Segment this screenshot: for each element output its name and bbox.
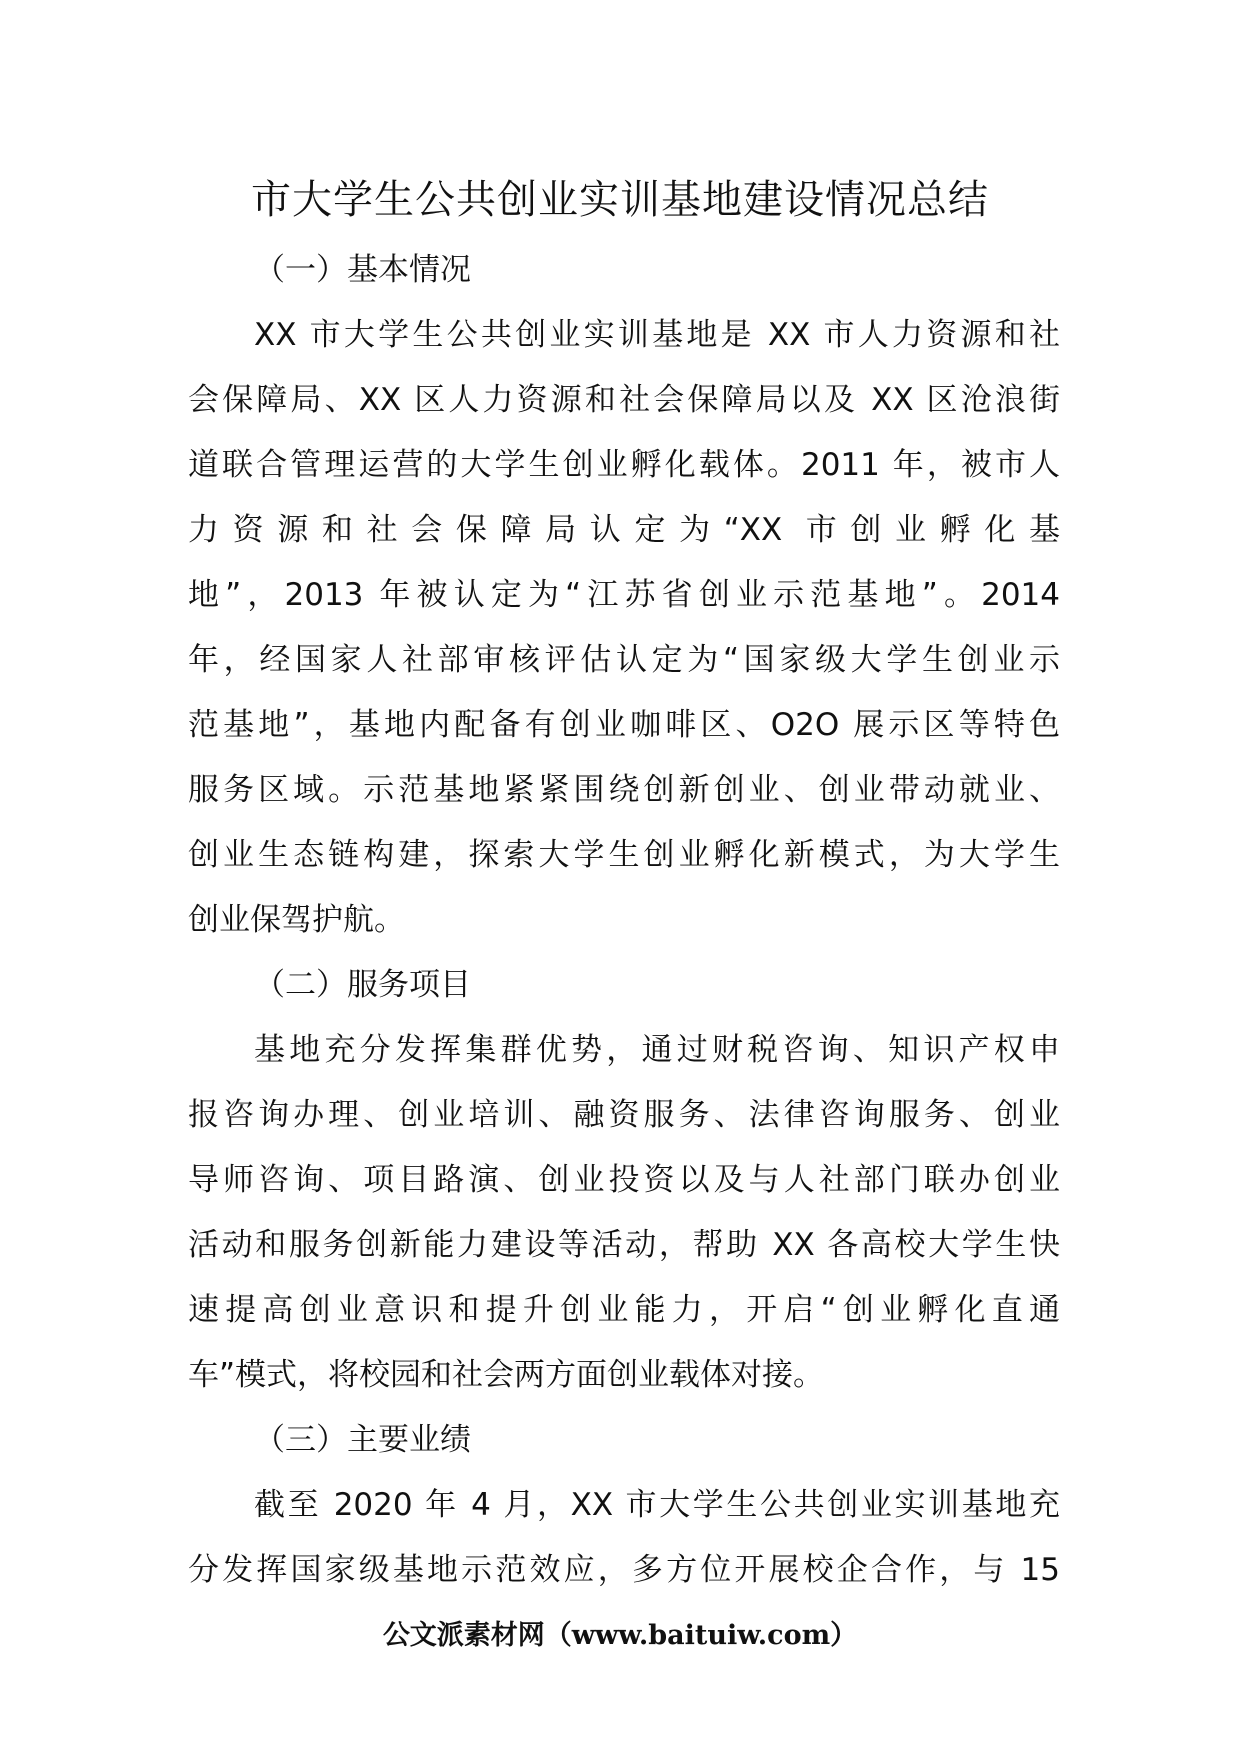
- paragraph-line: （一）基本情况: [254, 252, 471, 288]
- paragraph-line: 会保障局、XX 区人力资源和社会保障局以及 XX 区沧浪街: [188, 382, 1060, 418]
- paragraph-line: （三）主要业绩: [254, 1422, 471, 1458]
- paragraph-line: 截至 2020 年 4 月，XX 市大学生公共创业实训基地充: [254, 1487, 1060, 1523]
- watermark-footer: 公文派素材网（www.baituiw.com）: [382, 1620, 858, 1651]
- document-body: [188, 238, 1060, 1603]
- document-title: 市大学生公共创业实训基地建设情况总结: [251, 177, 989, 223]
- paragraph-line: 范基地”，基地内配备有创业咖啡区、O2O 展示区等特色: [188, 707, 1060, 743]
- paragraph-line: 道联合管理运营的大学生创业孵化载体。2011 年，被市人: [188, 447, 1060, 483]
- paragraph-line: 创业保驾护航。: [188, 902, 405, 938]
- paragraph-line: 报咨询办理、创业培训、融资服务、法律咨询服务、创业: [188, 1097, 1060, 1133]
- paragraph-line: 力资源和社会保障局认定为“XX 市创业孵化基: [188, 512, 1060, 548]
- paragraph-line: 服务区域。示范基地紧紧围绕创新创业、创业带动就业、: [188, 772, 1060, 808]
- paragraph-line: 创业生态链构建，探索大学生创业孵化新模式，为大学生: [188, 837, 1060, 873]
- paragraph-line: 活动和服务创新能力建设等活动，帮助 XX 各高校大学生快: [188, 1227, 1060, 1263]
- paragraph-line: （二）服务项目: [254, 967, 471, 1003]
- paragraph-line: 基地充分发挥集群优势，通过财税咨询、知识产权申: [254, 1032, 1060, 1068]
- paragraph-line: 地”，2013 年被认定为“江苏省创业示范基地”。2014: [188, 577, 1060, 613]
- paragraph-line: 车”模式，将校园和社会两方面创业载体对接。: [188, 1357, 825, 1393]
- paragraph-line: 分发挥国家级基地示范效应，多方位开展校企合作，与 15: [188, 1552, 1060, 1588]
- paragraph-line: 年，经国家人社部审核评估认定为“国家级大学生创业示: [188, 642, 1060, 678]
- paragraph-line: XX 市大学生公共创业实训基地是 XX 市人力资源和社: [254, 317, 1060, 353]
- paragraph-line: 导师咨询、项目路演、创业投资以及与人社部门联办创业: [188, 1162, 1060, 1198]
- paragraph-line: 速提高创业意识和提升创业能力，开启“创业孵化直通: [188, 1292, 1060, 1328]
